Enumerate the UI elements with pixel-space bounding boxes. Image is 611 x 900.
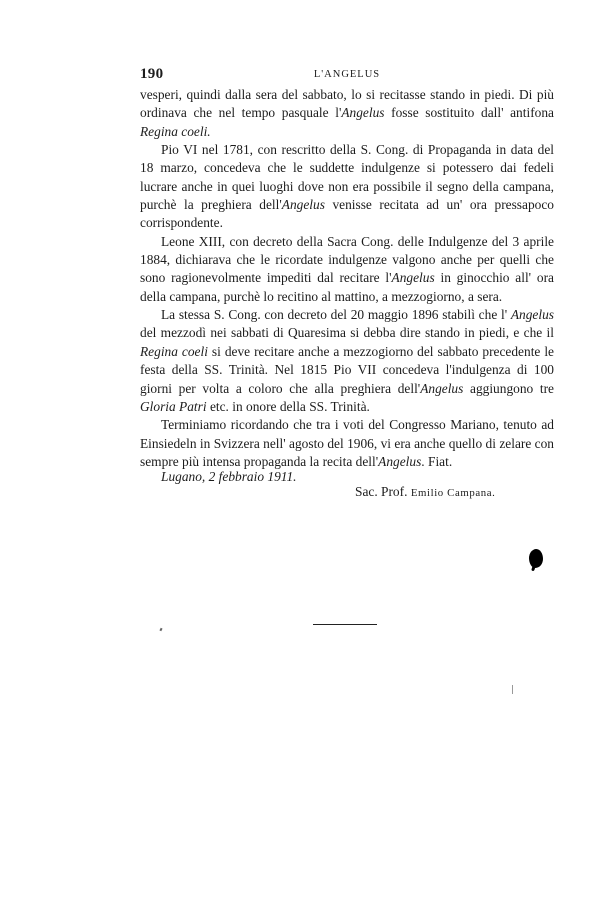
signature [355, 484, 495, 500]
signature-last-name: Campana. [447, 487, 496, 499]
text-segment: etc. in onore della SS. Trinità. [206, 398, 370, 414]
paper-speck [512, 685, 513, 694]
italic-term: Gloria Patri [140, 398, 207, 414]
italic-term: Angelus [378, 453, 422, 469]
paragraph [140, 86, 554, 141]
text-segment: aggiungono tre [463, 380, 555, 396]
text-segment: vesperi, quindi dalla sera del sabbato, lo si recitasse stando in piedi. Di più ordinava che nel tempo pasquale l' [140, 87, 554, 121]
italic-term: Angelus [420, 380, 464, 396]
text-segment: Pio VI nel 1781, con rescritto della S. Cong. di Propaganda in data del 18 marzo, concedeva che le suddette indulgenze si potessero dai fedeli lucrare anche in quei luoghi dove non era possibile il segno della campana, purchè la preghiera dell' [140, 142, 554, 213]
running-head: L'ANGELUS [313, 69, 381, 80]
closing-rule [313, 624, 377, 625]
text-segment: fosse sostituito dall' antifona [384, 105, 554, 121]
ink-blot-mark [529, 549, 543, 568]
paragraph [140, 416, 554, 471]
page-number: 190 [140, 66, 164, 82]
paragraph [140, 141, 554, 233]
text-segment: venisse recitata ad un' ora pressapoco corrispondente. [140, 197, 554, 231]
ink-blot-tail [531, 565, 536, 572]
text-segment: del mezzodì nei sabbati di Quaresima si debba dire stando in piedi, e che il [140, 325, 554, 341]
text-segment: . Fiat. [421, 453, 453, 469]
article-body [140, 86, 554, 471]
text-segment: Terminiamo ricordando che tra i voti del Congresso Mariano, tenuto ad Einsiedeln in Svizzera nell' agosto del 1906, vi era anche quello di zelare con sempre più intensa propaganda la recita dell' [140, 417, 554, 469]
paragraph [140, 233, 554, 306]
italic-term: Angelus [391, 270, 435, 286]
italic-term: Angelus [281, 197, 325, 213]
italic-term: Regina coeli. [140, 123, 211, 139]
italic-term: Angelus [510, 307, 554, 323]
text-segment: La stessa S. Cong. con decreto del 20 maggio 1896 stabilì che l' [161, 307, 511, 323]
dateline: Lugano, 2 febbraio 1911. [161, 469, 297, 484]
italic-term: Angelus [341, 105, 385, 121]
text-segment: si deve recitare anche a mezzogiorno del sabbato precedente le festa della SS. Trinità. Nel 1815 Pio VII concedeva l'indulgenza di 100 giorni per volta a coloro che alla preghiera dell' [140, 343, 554, 396]
signature-prefix: Sac. Prof. [355, 484, 408, 499]
paragraph [140, 306, 554, 416]
paper-speck [159, 628, 162, 632]
page-header [140, 66, 554, 84]
text-segment: in ginocchio all' ora della campana, purchè lo recitino al mattino, a mezzogiorno, a sera. [140, 270, 554, 304]
text-segment: Leone XIII, con decreto della Sacra Cong. delle Indulgenze del 3 aprile 1884, dichiarava che le ricordate indulgenze valgono anche per quelli che sono ragionevolmente impediti dal recitare l' [140, 233, 554, 286]
signature-first-name: Emilio [410, 487, 444, 499]
italic-term: Regina coeli [140, 343, 208, 359]
